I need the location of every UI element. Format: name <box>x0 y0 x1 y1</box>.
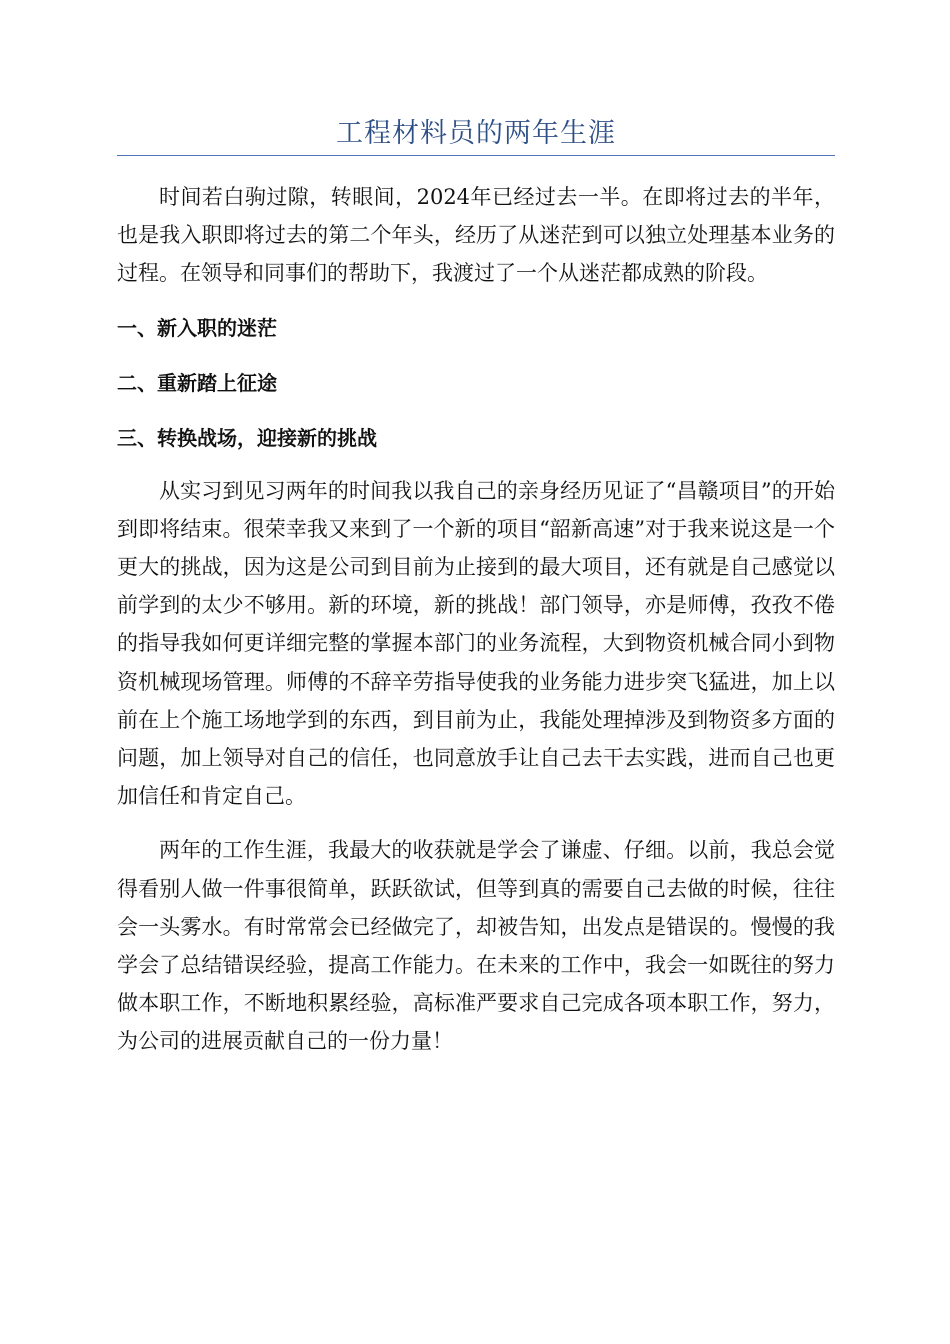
title-underline <box>117 155 835 156</box>
section-heading-1: 一、新入职的迷茫 <box>117 315 277 340</box>
section-heading-3: 三、转换战场，迎接新的挑战 <box>117 425 377 450</box>
body-paragraph-2: 两年的工作生涯，我最大的收获就是学会了谦虚、仔细。以前，我总会觉得看别人做一件事很简单，跃跃欲试，但等到真的需要自己去做的时候，往往会一头雾水。有时常常会已经做完了，却被告知，出发点是错误的。慢慢的我学会了总结错误经验，提高工作能力。在未来的工作中，我会一如既往的努力做本职工作，不断地积累经验，高标准严要求自己完成各项本职工作，努力，为公司的进展贡献自己的一份力量！ <box>117 838 835 1054</box>
intro-paragraph: 时间若白驹过隙，转眼间，2024年已经过去一半。在即将过去的半年，也是我入职即将过去的第二个年头，经历了从迷茫到可以独立处理基本业务的过程。在领导和同事们的帮助下，我渡过了一个从迷茫都成熟的阶段。 <box>117 185 835 286</box>
body-paragraph-1: 从实习到见习两年的时间我以我自己的亲身经历见证了“昌赣项目”的开始到即将结束。很荣幸我又来到了一个新的项目“韶新高速”对于我来说这是一个更大的挑战，因为这是公司到目前为止接到的最大项目，还有就是自己感觉以前学到的太少不够用。新的环境，新的挑战！部门领导，亦是师傅，孜孜不倦的指导我如何更详细完整的掌握本部门的业务流程，大到物资机械合同小到物资机械现场管理。师傅的不辞辛劳指导使我的业务能力进步突飞猛进，加上以前在上个施工场地学到的东西，到目前为止，我能处理掉涉及到物资多方面的问题，加上领导对自己的信任，也同意放手让自己去干去实践，进而自己也更加信任和肯定自己。 <box>117 478 835 809</box>
document-title: 工程材料员的两年生涯 <box>336 118 616 149</box>
section-heading-2: 二、重新踏上征途 <box>117 370 277 395</box>
document-body <box>117 178 835 1061</box>
